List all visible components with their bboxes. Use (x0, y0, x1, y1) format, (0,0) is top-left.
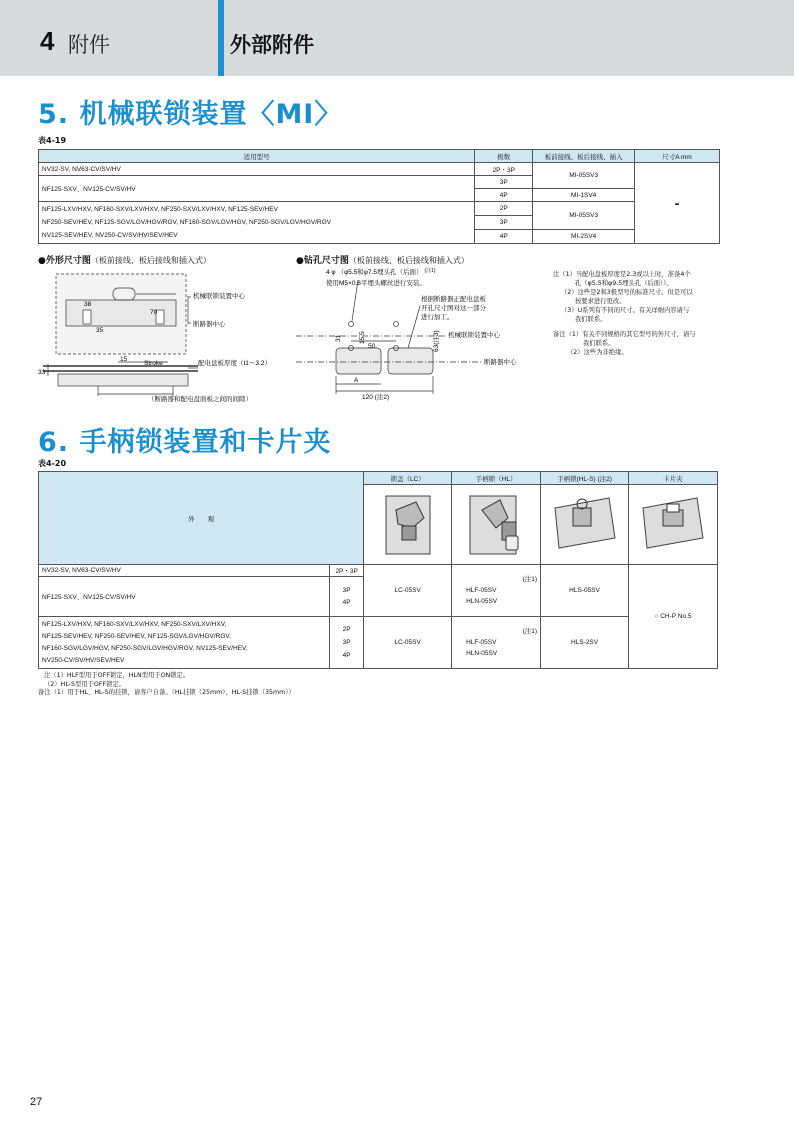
table-cell: MI-05SV3 (533, 163, 635, 189)
table-cell: 4P (475, 230, 533, 244)
table-4-19-label: 表4-19 (38, 136, 67, 145)
section6-heading: 6. 手柄锁装置和卡片夹 (38, 427, 332, 458)
drill-heading: ●钻孔尺寸图（板前接线、板后接线和插入式） (296, 256, 469, 266)
card-image-cell (628, 485, 717, 565)
col-header-model: 适用型号 (39, 150, 475, 163)
section5-notes: 注（1）当配电盘板厚度是2.3或以上时，准备4个 孔（φ5.5和φ9.5埋头孔（后面））。 （2）这些是2和3极型号的标准尺寸。但是可以 按要求进行更改。 （3）U系列有不同的尺寸。有关详细内容请与 我们联系。 备注（1）有关不同规格的其它型号的外尺寸，请与 我们联系。 （2）这些为非绝缘。 (553, 271, 696, 356)
table-cell: (注1) HLF-05SV HLN-05SV (452, 617, 541, 669)
hole (394, 322, 399, 327)
table-cell: 4P (475, 189, 533, 202)
model-line: NF125-LXV/HXV, NF160-SXV/LXV/HXV, NF250-SXV/LXV/HXV, NF125-SEV/HEV (42, 206, 278, 213)
hls-image-cell (541, 485, 629, 565)
table-cell-card: ○ CH-P No.5 (628, 565, 717, 669)
card-holder-image (637, 488, 709, 560)
col-header-lc: 锁盖（LC） (364, 472, 452, 485)
hole-note-2: 使用M5×0.8平埋头螺丝进行安装。 (326, 280, 426, 287)
page-header-bar (0, 0, 794, 76)
table-cell: 3P (475, 176, 533, 189)
label-panel-thickness: 配电盘板厚度（t1～3.2） (198, 360, 271, 367)
chapter-title: 附件 (68, 33, 110, 57)
col-header-hls: 手柄锁(HL-S) (注2) (541, 472, 629, 485)
drill-drawing (296, 266, 546, 406)
hl-image-cell (452, 485, 541, 565)
table-cell: MI-1SV4 (533, 189, 635, 202)
model-line: NV125-SEV/HEV, NV250-CV/SV/HV/SEV/HEV (42, 232, 178, 239)
table-cell: 2P・3P (330, 565, 364, 577)
handle-lock-image (460, 488, 532, 560)
base-body (58, 374, 188, 386)
outline-heading: ●外形尺寸图（板前接线、板后接线和插入式） (38, 256, 211, 266)
label-interlock-center: 机械联锁装置中心 (193, 293, 245, 300)
table-cell: 2P (475, 202, 533, 216)
label-interlock-center: 机械联锁装置中心 (448, 332, 500, 339)
cut-note-1: 根据断路器正配电盘板 (421, 296, 486, 303)
label-stroke: Stroke (144, 360, 163, 367)
table-cell: LC-05SV (364, 617, 452, 669)
table-cell: 2P・3P (475, 163, 533, 176)
table-cell: HLS-2SV (541, 617, 629, 669)
col-header-pole: 极数 (475, 150, 533, 163)
table-4-19 (38, 149, 720, 244)
dim-a-label: A (354, 377, 359, 384)
dim-38-label: 38 (84, 301, 92, 308)
header-divider (218, 0, 224, 76)
cutout-right (388, 348, 433, 374)
table-cell: HLS-05SV (541, 565, 629, 617)
table-cell: (注1) HLF-05SV HLN-05SV (452, 565, 541, 617)
dim-33-label: 33 (38, 369, 46, 376)
table-cell (39, 202, 475, 244)
cut-leader (408, 306, 420, 348)
section-title: 外部附件 (230, 33, 314, 57)
model-line: NF250-SEV/HEV, NF125-SGV/LGV/HGV/RGV, NF160-SGV/LGV/HGV, NF250-SGV/LGV/HGV/RGV (42, 219, 331, 226)
label-gap: （断路器和配电盘面板之间的间隙） (148, 396, 252, 403)
lever-left (83, 310, 91, 324)
dim-35-label: 35 (96, 327, 104, 334)
table-cell: NF125-SXV、NV125-CV/SV/HV (39, 176, 475, 202)
chapter-number: 4 (40, 26, 55, 56)
table-cell: LC-05SV (364, 565, 452, 617)
lock-cover-image (372, 488, 444, 560)
table-cell: 2P 3P 4P (330, 617, 364, 669)
dim-155-label: 15.5 (359, 331, 366, 344)
dim-15-label: 15 (120, 356, 128, 363)
dim-31-label: 31 (335, 334, 342, 342)
handle-lock-s-image (549, 488, 621, 560)
col-header-hl: 手柄锁（HL） (452, 472, 541, 485)
table-cell: MI-2SV4 (533, 230, 635, 244)
table-4-20 (38, 471, 718, 669)
label-breaker-center: 断路器中心 (484, 359, 517, 366)
dim-50-label: 50 (368, 343, 376, 350)
page-number: 27 (30, 1096, 43, 1108)
appearance-header: 外 观 (39, 472, 364, 565)
dim-63-label: 63(注3) (433, 330, 440, 352)
dim-120-label: 120 (注2) (362, 394, 390, 401)
hole-note-1: 4 φ （φ5.5和φ7.5埋头孔（后面） $^{(注1)}$ (326, 268, 436, 276)
cut-note-3: 进行加工。 (421, 314, 454, 321)
table-cell-dim-a: - (635, 163, 720, 244)
label-breaker-center: 断路器中心 (193, 321, 226, 328)
section6-notes: 注（1）HLF型用于OFF锁定，HLN型用于ON锁定。 （2）HL-S型用于OFF锁定。 备注（1）用于HL、HL-S的挂锁，请客户自备。（HL挂锁（25mm）、HL-S挂锁（35mm）） (38, 672, 295, 696)
cut-note-2: 开孔尺寸图对这一部分 (421, 305, 486, 312)
col-header-wiring: 板前接线、板后接线、插入 (533, 150, 635, 163)
col-header-card: 卡片夹 (628, 472, 717, 485)
hole (349, 322, 354, 327)
table-cell: NF125-SXV、NV125-CV/SV/HV (39, 577, 330, 617)
lc-image-cell (364, 485, 452, 565)
outline-drawing (38, 266, 288, 406)
col-header-dim-a: 尺寸A mm (635, 150, 720, 163)
dim-70-label: 70 (150, 309, 158, 316)
table-cell: 3P (475, 216, 533, 230)
table-cell: NV32-SV, NV63-CV/SV/HV (39, 163, 475, 176)
table-4-20-label: 表4-20 (38, 459, 67, 468)
table-cell: NF125-LXV/HXV, NF160-SXV/LXV/HXV, NF250-SXV/LXV/HXV, NF125-SEV/HEV, NF250-SEV/HEV, NF125-SGV/LGV/HGV/RGV, NF160-SGV/LGV/HGV, NF250-SGV/LGV/HGV/RGV, NV125-SEV/HEV, NV250-CV/SV/HV/SEV/HEV (39, 617, 330, 669)
table-cell: MI-05SV3 (533, 202, 635, 230)
cutout-left (336, 348, 381, 374)
section5-heading: 5. 机械联锁装置〈MI〉 (38, 99, 343, 130)
table-cell: NV32-SV, NV63-CV/SV/HV (39, 565, 330, 577)
table-cell: 3P 4P (330, 577, 364, 617)
